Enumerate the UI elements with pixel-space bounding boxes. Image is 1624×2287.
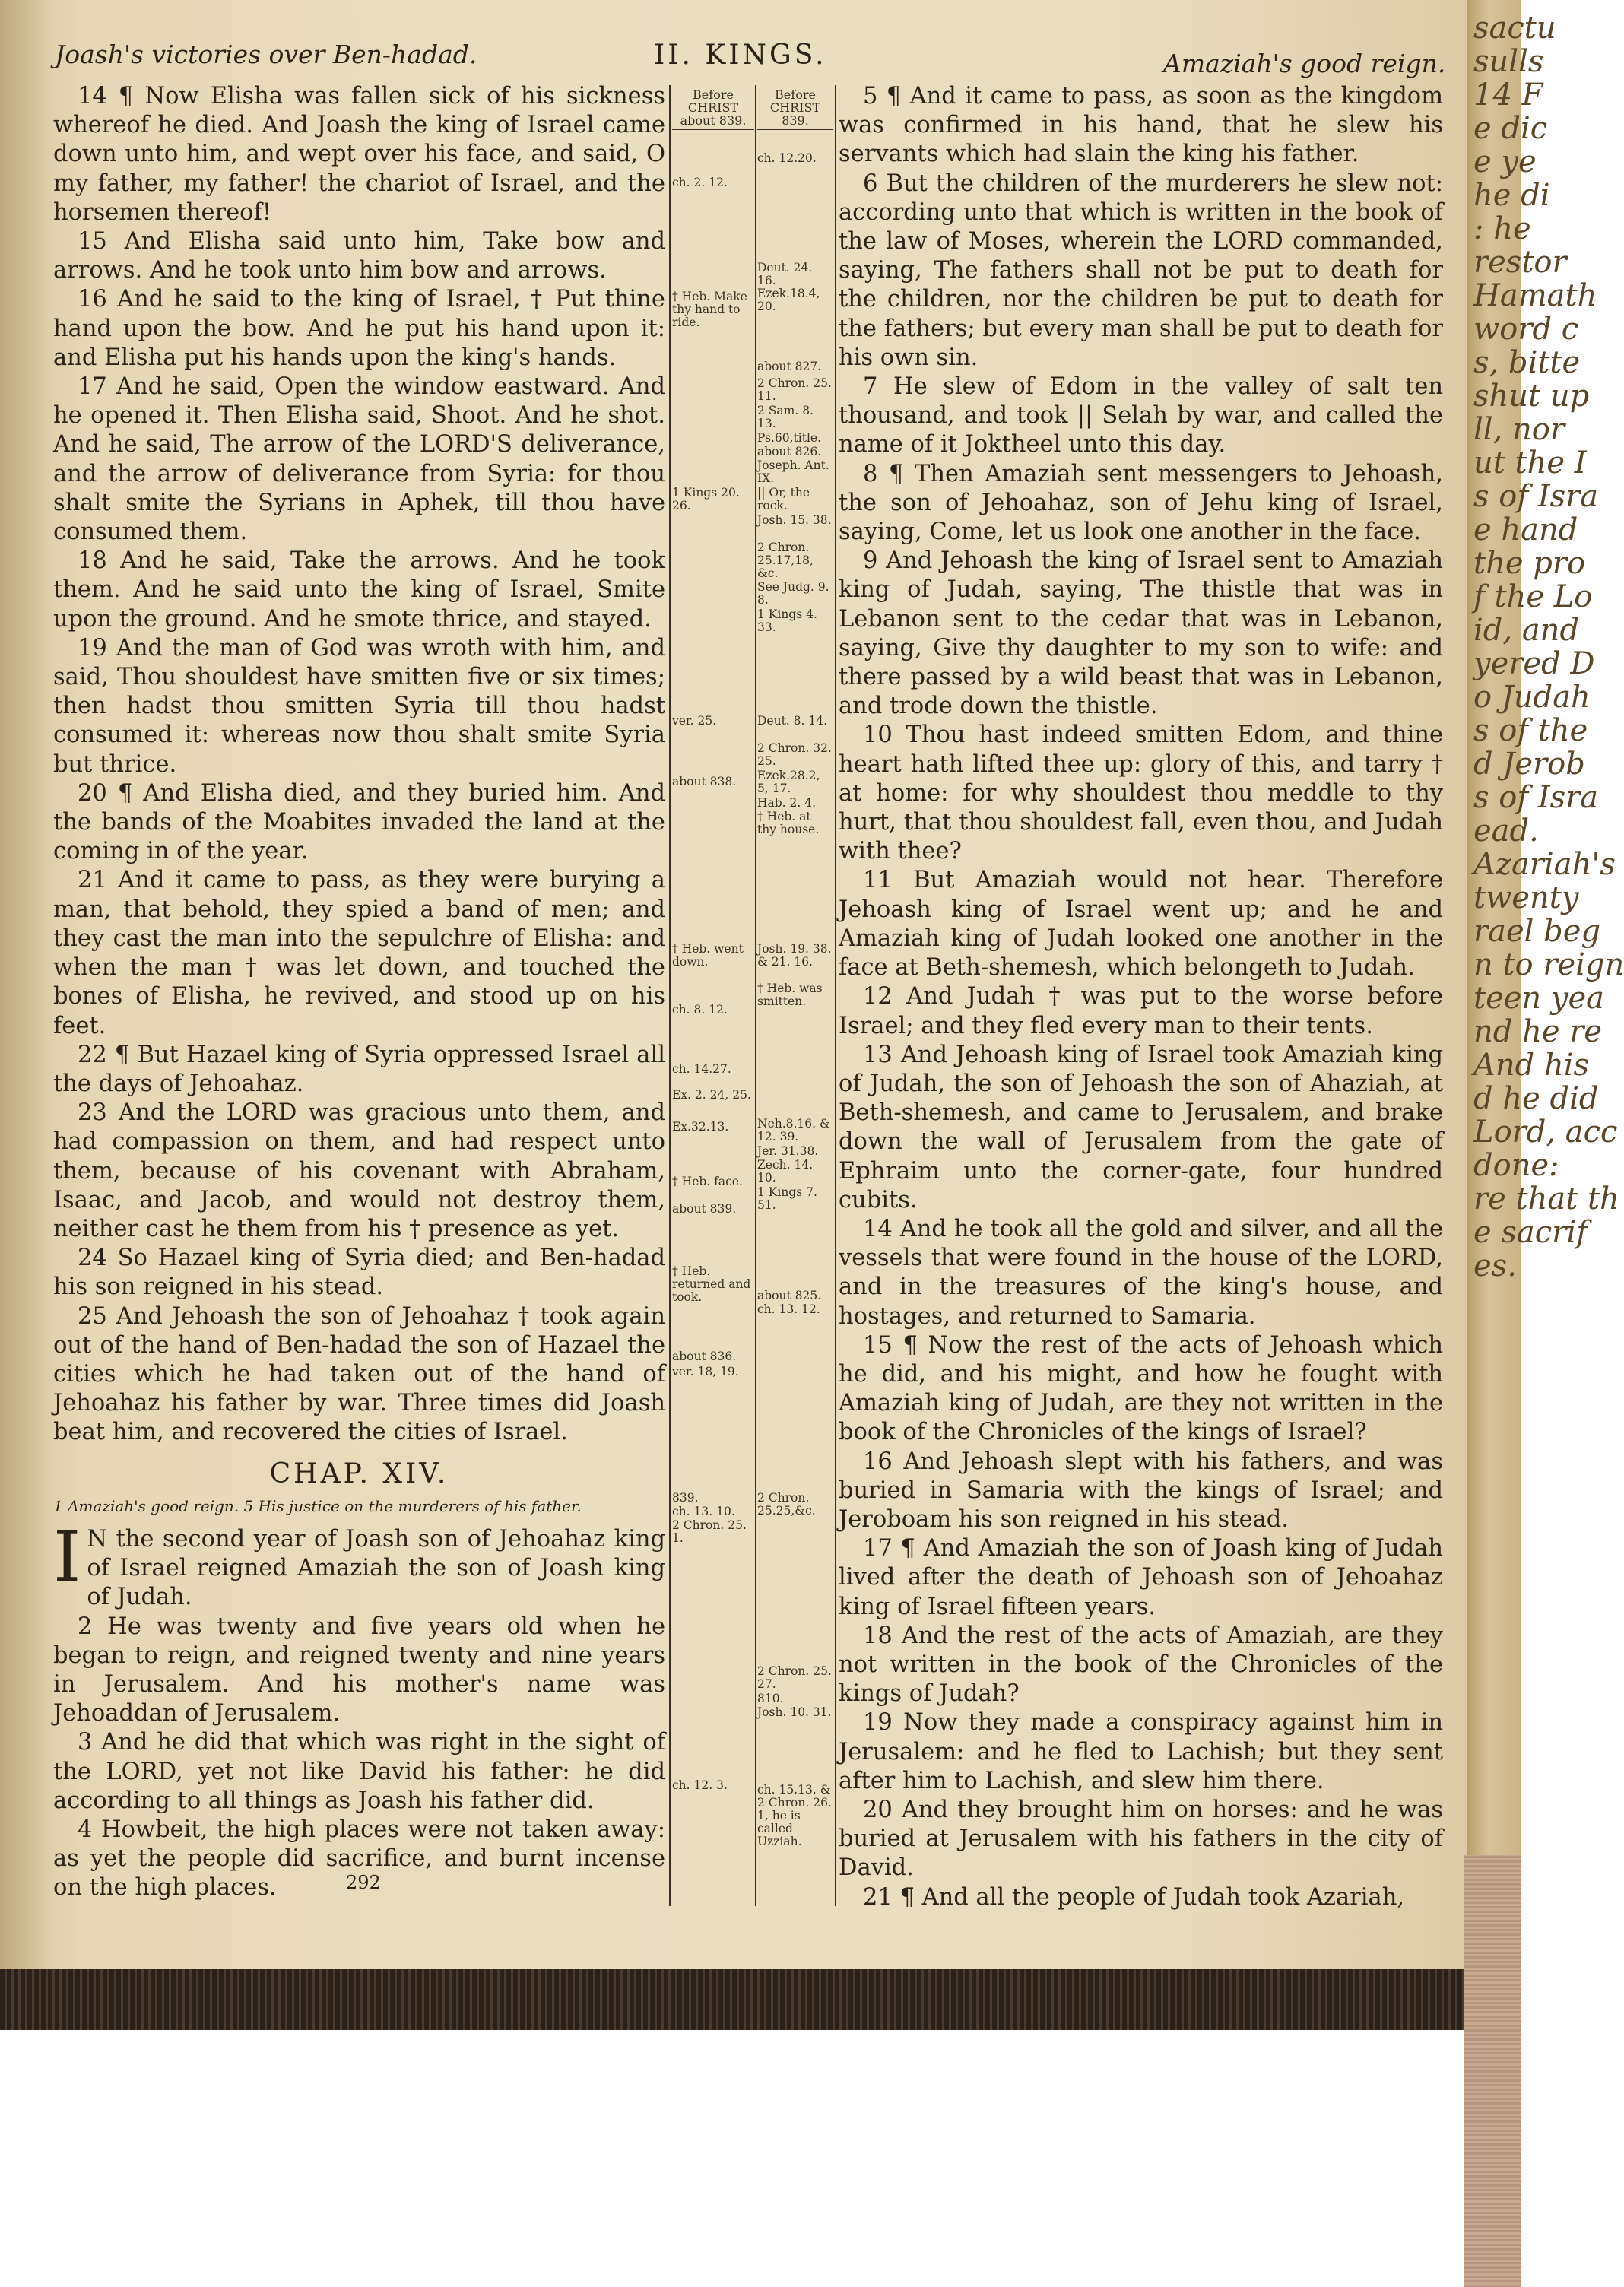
margin-reference: † Heb. was smitten. [757, 982, 823, 1008]
verse: 19 And the man of God was wroth with him, and said, Thou shouldest have smitten five or six times; then hadst thou smitten Syria till thou hadst consumed it: whereas now thou shalt smite Syria but thrice. [53, 634, 665, 778]
verse: 14 And he took all the gold and silver, and all the vessels that were found in the house of the LORD, and in the treasures of the king's house, and hostages, and returned to Samaria. [839, 1215, 1443, 1330]
margin-reference: Josh. 15. 38. [757, 513, 832, 527]
margin-reference: || Or, the rock. [757, 486, 810, 512]
column-rule [755, 85, 756, 1906]
verse: 3 And he did that which was right in the sight of the LORD, yet not like David his father: he did according to all things as Joash his father did. [53, 1729, 665, 1814]
book-binding-edge [0, 1969, 1467, 2030]
edge-fragment: d Jerob [1473, 747, 1585, 782]
edge-fragment: teen yea [1473, 981, 1605, 1016]
drop-cap: I [53, 1515, 81, 1597]
margin-reference: 810. [757, 1692, 784, 1705]
verse: 20 And they brought him on horses: and he was buried at Jerusalem with his fathers in the city of David. [839, 1796, 1443, 1882]
margin-reference: † Heb. Make thy hand to ride. [672, 290, 747, 329]
verse: 21 ¶ And all the people of Judah took Azariah, [863, 1883, 1405, 1911]
edge-fragment: e dic [1473, 111, 1548, 146]
chapter-summary: 1 Amaziah's good reign. 5 His justice on the murderers of his father. [53, 1496, 582, 1515]
margin-reference: 1 Kings 20. 26. [672, 486, 740, 512]
margin-reference: See Judg. 9. 8. [757, 580, 829, 607]
edge-fragment: yered D [1473, 646, 1595, 681]
margin-reference: Hab. 2. 4. [757, 796, 817, 810]
verse: 15 ¶ Now the rest of the acts of Jehoash which he did, and his might, and how he fought with Amaziah king of Judah, are they not written in the book of the Chronicles of the kings of Israel? [839, 1331, 1443, 1446]
margin-reference: Neh.8.16. & 12. 39. [757, 1117, 830, 1144]
margin-reference: Ezek.18.4, 20. [757, 287, 820, 313]
margin-reference: ch. 2. 12. [672, 176, 728, 189]
edge-fragment: twenty [1473, 880, 1579, 915]
column-rule [835, 85, 836, 1906]
verse: 17 And he said, Open the window eastward. And he opened it. Then Elisha said, Shoot. And he shot. And he said, The arrow of the LORD'S deliverance, and the arrow of deliverance from Syria: for thou shalt smite the Syrians in Aphek, till thou have consumed them. [53, 373, 665, 546]
margin-reference: about 826. [757, 445, 822, 458]
edge-fragment: restor [1473, 245, 1567, 280]
edge-fragment: es. [1473, 1248, 1517, 1283]
margin-reference: Jer. 31.38. [757, 1144, 819, 1158]
edge-fragment: Azariah's [1473, 847, 1616, 882]
margin-reference: † Heb. returned and took. [672, 1264, 751, 1304]
verse: 8 ¶ Then Amaziah sent messengers to Jehoash, the son of Jehoahaz, son of Jehu king of Israel, saying, Come, let us look one another in the face. [839, 460, 1443, 546]
adjacent-page-edge [1467, 0, 1624, 2022]
edge-fragment: e sacrif [1473, 1215, 1588, 1250]
edge-fragment: nd he re [1473, 1014, 1603, 1049]
margin-reference: about 836. [672, 1350, 737, 1363]
edge-fragment: he di [1473, 178, 1550, 213]
running-head-left: Joash's victories over Ben-hadad. [55, 40, 477, 69]
running-head-right: Amaziah's good reign. [1163, 49, 1446, 78]
margin-reference: 2 Sam. 8. 13. [757, 404, 814, 430]
verse: 24 So Hazael king of Syria died; and Ben-hadad his son reigned in his stead. [53, 1245, 665, 1301]
edge-fragment: Hamath [1473, 278, 1597, 313]
left-text-column [53, 82, 665, 1903]
edge-fragment: : he [1473, 211, 1531, 246]
edge-fragment: s of the [1473, 713, 1588, 748]
bookmark-ribbon [1464, 1855, 1521, 2287]
verse: 7 He slew of Edom in the valley of salt ten thousand, and took || Selah by war, and called the name of it Joktheel unto this day. [839, 373, 1443, 458]
edge-fragment: sulls [1473, 44, 1544, 79]
margin-reference: ch. 12.20. [757, 151, 817, 165]
margin-reference: Ezek.28.2, 5, 17. [757, 769, 820, 795]
edge-fragment: f the Lo [1473, 579, 1593, 614]
margin-reference: about 827. [757, 360, 822, 373]
margin-reference: † Heb. at thy house. [757, 810, 820, 836]
margin-reference: Joseph. Ant. IX. [757, 458, 829, 485]
verse: 18 And the rest of the acts of Amaziah, are they not written in the book of the Chronicles of the kings of Judah? [839, 1622, 1443, 1708]
edge-fragment: the pro [1473, 546, 1586, 581]
chapter-heading: CHAP. XIV. [269, 1458, 449, 1489]
margin-reference: about 839. [672, 1202, 737, 1216]
running-head-book: II. KINGS. [654, 40, 827, 71]
edge-fragment: id, and [1473, 613, 1580, 648]
margin-reference: Ps.60,title. [757, 431, 822, 445]
margin-reference: Before CHRIST 839. [757, 88, 833, 130]
verse: 22 ¶ But Hazael king of Syria oppressed Israel all the days of Jehoahaz. [53, 1041, 665, 1097]
verse: 19 Now they made a conspiracy against him in Jerusalem: and he fled to Lachish; but they sent after him to Lachish, and slew him there. [839, 1709, 1443, 1794]
verse: 2 He was twenty and five years old when he began to reign, and reigned twenty and nine years in Jerusalem. And his mother's name was Jehoaddan of Jerusalem. [53, 1613, 665, 1727]
margin-reference: ver. 18, 19. [672, 1365, 739, 1378]
edge-fragment: ut the I [1473, 446, 1587, 481]
margin-reference: ch. 14.27. [672, 1062, 731, 1076]
verse: 17 ¶ And Amaziah the son of Joash king of Judah lived after the death of Jehoash son of Jehoahaz king of Israel fifteen years. [839, 1535, 1443, 1620]
edge-fragment: d he did [1473, 1081, 1599, 1116]
verses-after-chapter [53, 1613, 665, 1903]
margin-reference: 1 Kings 7. 51. [757, 1185, 817, 1212]
margin-reference: 2 Chron. 25. 1. [672, 1518, 747, 1545]
edge-fragment: s of Isra [1473, 479, 1599, 514]
verse: 20 ¶ And Elisha died, and they buried him. And the bands of the Moabites invaded the land at the coming in of the year. [53, 779, 665, 865]
verse: 15 And Elisha said unto him, Take bow and arrows. And he took unto him bow and arrows. [53, 228, 665, 284]
margin-reference: Ex.32.13. [672, 1120, 729, 1134]
verse: 10 Thou hast indeed smitten Edom, and thine heart hath lifted thee up: glory of this, and tarry † at home: for why shouldest thou meddle to thy hurt, that thou shouldest fall, even thou, and Judah with thee? [839, 722, 1443, 865]
edge-fragment: re that th [1473, 1182, 1619, 1216]
edge-fragment: s, bitte [1473, 345, 1581, 380]
verse: 11 But Amaziah would not hear. Therefore Jehoash king of Israel went up; and he and Amaziah king of Judah looked one another in the face at Beth-shemesh, which belongeth to Judah. [839, 867, 1443, 982]
margin-reference: Ex. 2. 24, 25. [672, 1088, 751, 1102]
edge-fragment: shut up [1473, 379, 1590, 414]
margin-reference: ver. 25. [672, 714, 717, 728]
verse: 5 ¶ And it came to pass, as soon as the kingdom was confirmed in his hand, that he slew his servants which had slain the king his father. [839, 83, 1443, 168]
edge-fragment: And his [1473, 1048, 1590, 1083]
verse: 16 And he said to the king of Israel, † Put thine hand upon the bow. And he put his hand upon it: and Elisha put his hands upon the king's hands. [53, 286, 665, 371]
chapter-first-verse [53, 1515, 665, 1613]
verse: 12 And Judah † was put to the worse before Israel; and they fled every man to their tents. [839, 983, 1443, 1039]
margin-reference: ch. 8. 12. [672, 1003, 728, 1017]
margin-reference: 2 Chron. 25. 11. [757, 376, 832, 403]
verse: 13 And Jehoash king of Israel took Amaziah king of Judah, the son of Jehoash the son of Ahaziah, at Beth-shemesh, and came to Jerusalem, and brake down the wall of Jerusalem from the gate of Ephraim unto the corner-gate, four hundred cubits. [839, 1041, 1443, 1213]
margin-reference: about 838. [672, 775, 737, 788]
verse: 6 But the children of the murderers he slew not: according unto that which is written in the book of the law of Moses, wherein the LORD commanded, saying, The fathers shall not be put to death for the children, nor the children be put to death for the fathers; but every man shall be put to death for his own sin. [839, 170, 1443, 371]
verse: 25 And Jehoash the son of Jehoahaz † took again out of the hand of Ben-hadad the son of Hazael the cities which he had taken out of the hand of Jehoahaz his father by war. Three times did Joash beat him, and recovered the cities of Israel. [53, 1302, 665, 1446]
margin-reference: 2 Chron. 25.17,18, &c. [757, 541, 814, 580]
margin-reference: 839. [672, 1491, 699, 1505]
margin-reference: ch. 13. 10. [672, 1505, 735, 1518]
edge-fragment: Lord, acc [1473, 1115, 1618, 1150]
verse: 14 ¶ Now Elisha was fallen sick of his sickness whereof he died. And Joash the king of Israel came down unto him, and wept over his face, and said, O my father, my father! the chariot of Israel, and the horsemen thereof! [53, 83, 665, 226]
margin-reference: 2 Chron. 32. 25. [757, 741, 832, 768]
margin-reference: about 825. [757, 1289, 822, 1302]
margin-reference: † Heb. went down. [672, 942, 744, 969]
edge-fragment: e ye [1473, 144, 1537, 179]
margin-reference: Deut. 8. 14. [757, 714, 828, 728]
margin-reference: † Heb. face. [672, 1175, 743, 1188]
verse: 23 And the LORD was gracious unto them, and had compassion on them, and had respect unto them, because of his covenant with Abraham, Isaac, and Jacob, and would not destroy them, neither cast he them from his † presence as yet. [53, 1099, 665, 1242]
column-rule [669, 85, 671, 1906]
edge-fragment: done: [1473, 1148, 1559, 1183]
edge-fragment: n to reign [1473, 947, 1624, 982]
verse: 4 Howbeit, the high places were not taken away: as yet the people did sacrifice, and burnt incense on the high places. [53, 1816, 665, 1902]
verse: 9 And Jehoash the king of Israel sent to Amaziah king of Judah, saying, The thistle that was in Lebanon sent to the cedar that was in Lebanon, saying, Give thy daughter to my son to wife: and there passed by a wild beast that was in Lebanon, and trode down the thistle. [839, 547, 1443, 720]
edge-fragment: ll, nor [1473, 412, 1565, 447]
verses-before-chapter [53, 82, 665, 1448]
edge-fragment: word c [1473, 312, 1579, 347]
edge-fragment: rael beg [1473, 914, 1601, 949]
edge-fragment: ead. [1473, 814, 1539, 849]
margin-reference: Deut. 24. 16. [757, 261, 813, 287]
margin-reference: Josh. 19. 38. & 21. 16. [757, 942, 832, 969]
margin-reference: 2 Chron. 25. 27. [757, 1664, 832, 1691]
page-number: 292 [346, 1872, 381, 1893]
verse: 16 And Jehoash slept with his fathers, and was buried in Samaria with the kings of Israel; and Jeroboam his son reigned in his stead. [839, 1448, 1443, 1533]
edge-fragment: 14 F [1473, 78, 1543, 113]
verse: 18 And he said, Take the arrows. And he took them. And he said unto the king of Israel, Smite upon the ground. And he smote thrice, and stayed. [53, 547, 665, 633]
margin-reference: 1 Kings 4. 33. [757, 607, 817, 634]
margin-reference: 2 Chron. 25.25,&c. [757, 1491, 816, 1518]
margin-reference: ch. 12. 3. [672, 1778, 728, 1792]
margin-reference: ch. 13. 12. [757, 1302, 820, 1316]
edge-fragment: s of Isra [1473, 780, 1599, 815]
margin-reference: Josh. 10. 31. [757, 1705, 832, 1719]
margin-reference: Zech. 14. 10. [757, 1158, 814, 1185]
verses-right [839, 82, 1443, 1912]
first-verse-text: N the second year of Joash son of Jehoahaz king of Israel reigned Amaziah the son of Joash king of Judah. [87, 1525, 665, 1611]
verse: 21 And it came to pass, as they were burying a man, that behold, they spied a band of men; and they cast the man into the sepulchre of Elisha: and when the man † was let down, and touched the bones of Elisha, he revived, and stood up on his feet. [53, 867, 665, 1039]
margin-reference: Before CHRIST about 839. [672, 88, 754, 130]
edge-fragment: o Judah [1473, 680, 1591, 715]
right-text-column [839, 82, 1443, 1912]
edge-fragment: sactu [1473, 11, 1556, 46]
edge-fragment: e hand [1473, 512, 1578, 547]
margin-reference: ch. 15.13. & 2 Chron. 26. 1, he is called Uzziah. [757, 1783, 832, 1848]
